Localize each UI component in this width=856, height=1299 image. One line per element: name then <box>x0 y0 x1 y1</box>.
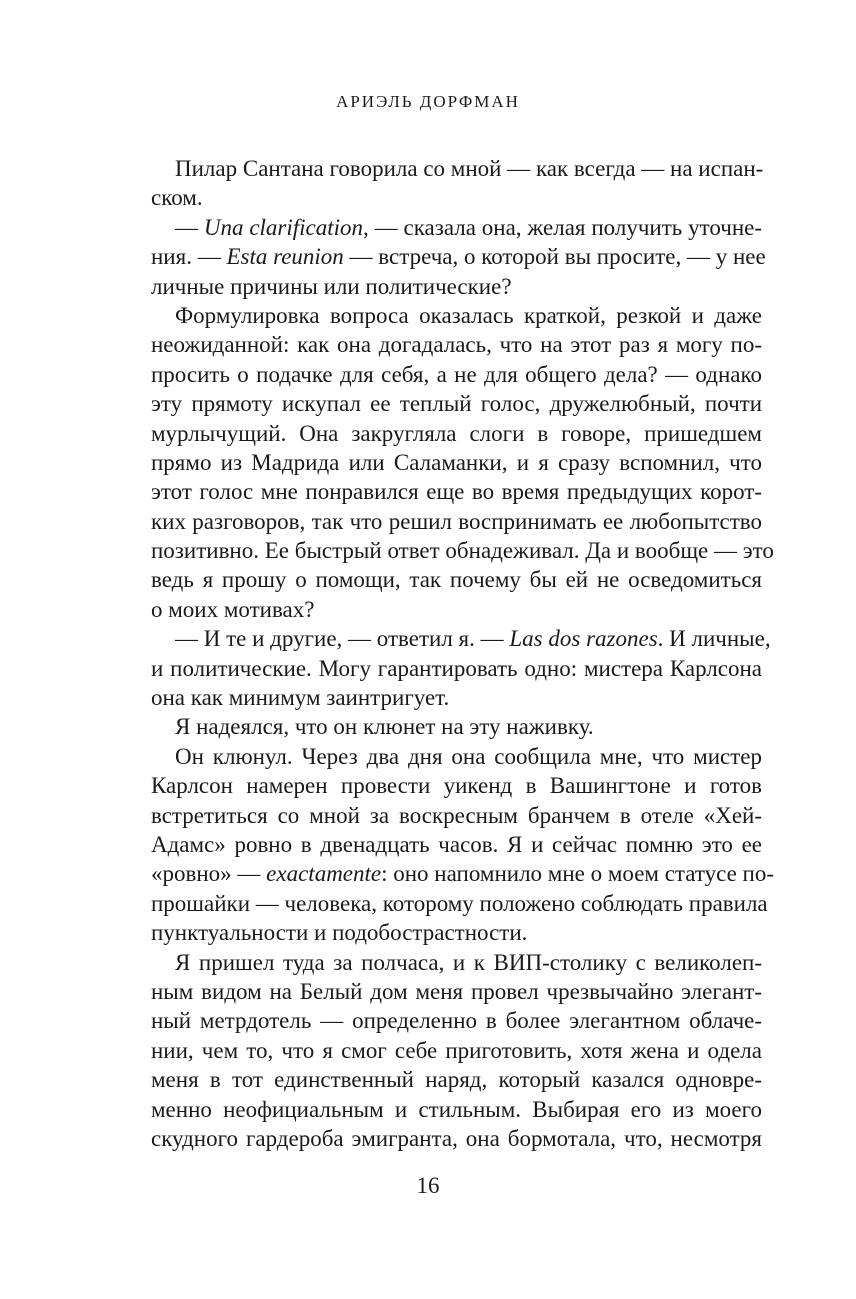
text-run: и политические. Могу гарантировать одно: мистера Карлсона <box>151 655 762 681</box>
text-line <box>151 1065 762 1094</box>
text-line <box>151 683 762 712</box>
text-line <box>151 1095 762 1124</box>
text-run: встретиться со мной за воскресным бранчем в отеле «Хей- <box>151 802 762 828</box>
text-run: Формулировка вопроса оказалась краткой, резкой и даже <box>175 302 762 328</box>
text-run: этот голос мне понравился еще во время предыдущих корот- <box>151 479 762 505</box>
text-run: ском. <box>151 185 203 211</box>
text-line <box>151 536 774 565</box>
text-line <box>151 654 762 683</box>
text-run: она как минимум заинтригует. <box>151 685 450 711</box>
text-run: позитивно. Ее быстрый ответ обнадеживал. Да и вообще — это <box>151 538 774 564</box>
text-line <box>151 771 762 800</box>
text-run: ких разговоров, так что решил воспринимать ее любопытство <box>151 508 762 534</box>
text-run: просить о подачке для себя, а не для общего дела? — однако <box>151 361 762 387</box>
italic-phrase: Esta reunion <box>226 244 344 270</box>
text-run: ния. — <box>151 244 227 270</box>
text-line <box>151 977 762 1006</box>
body-text <box>151 154 775 1153</box>
text-line <box>151 830 762 859</box>
text-line <box>151 448 762 477</box>
italic-phrase: Una clarification <box>203 214 364 240</box>
text-line <box>151 477 762 506</box>
text-line <box>151 712 762 741</box>
text-line <box>151 330 762 359</box>
text-line <box>151 595 762 624</box>
text-run: нии, чем то, что я смог себе приготовить, хотя жена и одела <box>151 1037 762 1063</box>
text-run: Пилар Сантана говорила со мной — как всегда — на испан- <box>175 156 764 181</box>
text-run: Карлсон намерен провести уикенд в Вашингтоне и готов <box>151 773 762 799</box>
text-run: Я надеялся, что он клюнет на эту наживку. <box>175 714 594 740</box>
text-run: пунктуальности и подобострастности. <box>151 920 528 946</box>
text-run: эту прямоту искупал ее теплый голос, дружелюбный, почти <box>151 391 762 417</box>
text-line <box>151 360 762 389</box>
text-run: Адамс» ровно в двенадцать часов. Я и сейчас помню это ее <box>151 831 762 857</box>
text-line <box>151 242 766 271</box>
italic-phrase: exactamente <box>266 861 382 887</box>
text-run: менно неофициальным и стильным. Выбирая его из моего <box>151 1096 762 1122</box>
text-run: Он клюнул. Через два дня она сообщила мне, что мистер <box>175 743 762 769</box>
text-run: Я пришел туда за полчаса, и к ВИП-столику с великолеп- <box>175 949 762 975</box>
text-run: «ровно» — <box>151 861 267 887</box>
italic-phrase: Las dos razones <box>509 626 658 652</box>
text-line <box>151 1124 762 1153</box>
text-line <box>151 801 762 830</box>
text-run: ведь я прошу о помощи, так почему бы ей не осведомиться <box>151 567 762 593</box>
text-line <box>151 183 762 212</box>
text-run: мурлычущий. Она закругляла слоги в говоре, пришедшем <box>151 420 762 446</box>
text-line <box>151 389 762 418</box>
text-run: ным видом на Белый дом меня провел чрезвычайно элегант- <box>151 978 762 1004</box>
text-line <box>151 1036 762 1065</box>
text-run: : оно напомнило мне о моем статусе по- <box>381 861 775 887</box>
text-line <box>151 213 762 242</box>
text-run: личные причины или политические? <box>151 273 512 299</box>
running-head: АРИЭЛЬ ДОРФМАН <box>336 92 520 111</box>
text-run: о моих мотивах? <box>151 596 315 622</box>
text-run: . И личные, <box>657 626 771 652</box>
text-line <box>151 301 762 330</box>
text-line <box>151 154 762 183</box>
text-line <box>151 918 762 947</box>
text-run: меня в тот единственный наряд, который казался одновре- <box>151 1067 762 1093</box>
text-line <box>151 565 762 594</box>
text-line <box>151 859 775 888</box>
text-run: неожиданной: как она догадалась, что на этот раз я могу по- <box>151 332 762 358</box>
text-run: прошайки — человека, которому положено соблюдать правила <box>151 890 768 916</box>
text-line <box>151 624 771 653</box>
text-run: — И те и другие, — ответил я. — <box>175 626 510 652</box>
text-run: ный метрдотель — определенно в более элегантном облаче- <box>151 1008 762 1034</box>
text-run: — <box>175 214 204 240</box>
text-run: скудного гардероба эмигранта, она бормотала, что, несмотря <box>151 1125 762 1151</box>
text-run: прямо из Мадрида или Саламанки, и я сразу вспомнил, что <box>151 449 762 475</box>
text-line <box>151 948 762 977</box>
text-line <box>151 507 762 536</box>
text-line <box>151 889 768 918</box>
text-line <box>151 272 762 301</box>
page-number: 16 <box>416 1173 440 1198</box>
text-run: — встреча, о которой вы просите, — у нее <box>343 244 766 270</box>
text-line <box>151 419 762 448</box>
text-line <box>151 742 762 771</box>
text-run: , — сказала она, желая получить уточне- <box>363 214 762 240</box>
text-line <box>151 1006 762 1035</box>
